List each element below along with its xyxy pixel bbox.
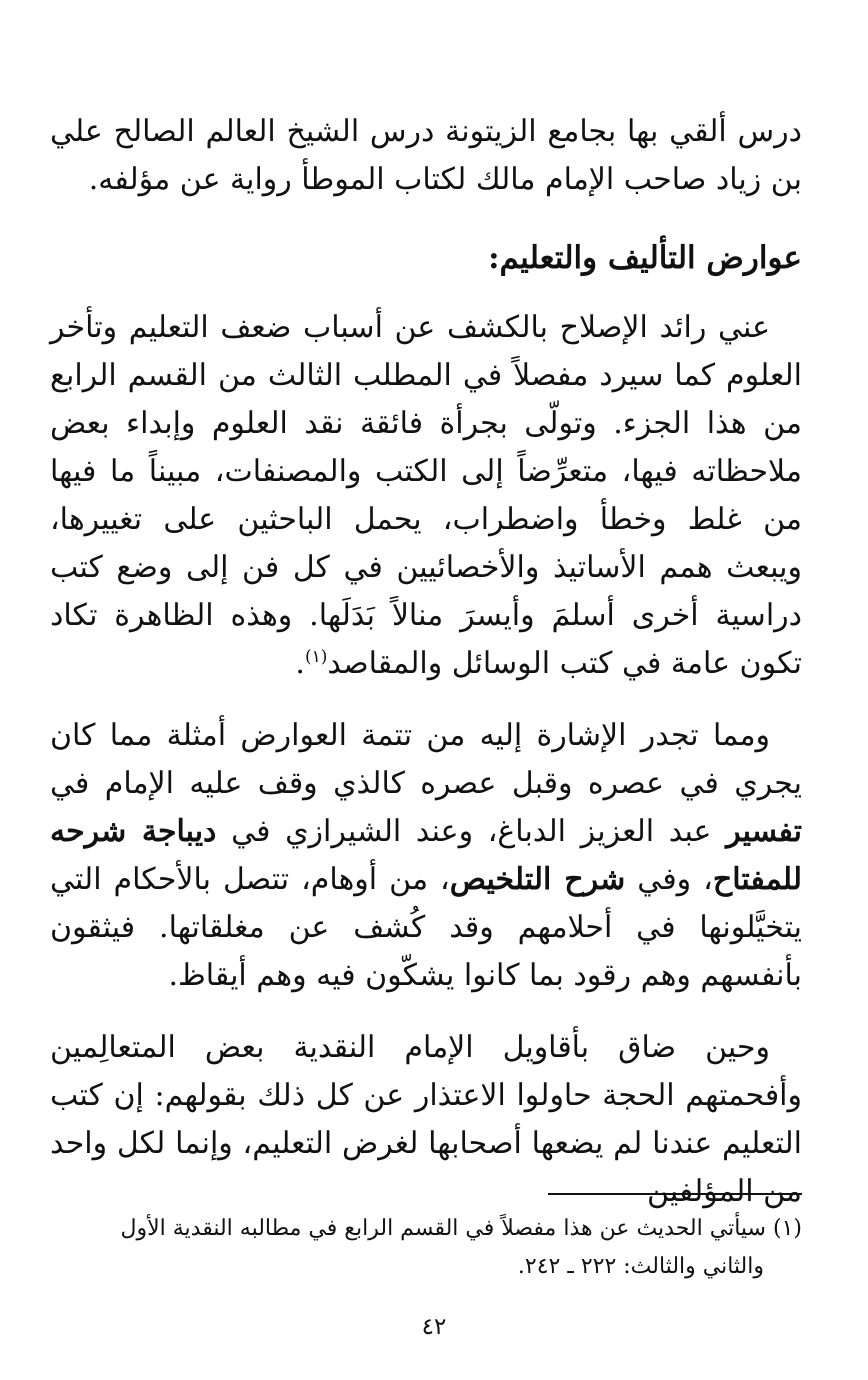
footnote-text-1: سيأتي الحديث عن هذا مفصلاً في القسم الرابع في مطالبه النقدية الأول — [120, 1216, 766, 1241]
paragraph-1 — [50, 304, 802, 688]
footnote-line-1 — [50, 1210, 802, 1248]
paragraph-2-part-3: ، وفي — [625, 862, 713, 897]
paragraph-1-end: . — [295, 646, 305, 681]
footnote-divider — [548, 1193, 802, 1195]
bold-term-dibaja: ديباجة شرحه للمفتاح — [50, 814, 802, 897]
paragraph-2-part-1: ومما تجدر الإشارة إليه من تتمة العوارض أمثلة مما كان يجري في عصره وقبل عصره كالذي وقف عليه الإمام في — [50, 718, 802, 801]
footnote-reference: (١) — [304, 647, 328, 667]
page-body — [50, 108, 802, 1240]
footnote — [50, 1210, 802, 1286]
paragraph-3: وحين ضاق بأقاويل الإمام النقدية بعض المتعالِمين وأفحمتهم الحجة حاولوا الاعتذار عن كل ذلك بقولهم: إن كتب التعليم عندنا لم يضعها أصحابها لغرض التعليم، وإنما لكل واحد من المؤلفين — [50, 1030, 802, 1209]
footnote-line-2: والثاني والثالث: ٢٢٢ ـ ٢٤٢. — [517, 1254, 764, 1279]
footnote-marker: (١) — [772, 1216, 802, 1241]
bold-term-sharh-talkhis: شرح التلخيص — [449, 862, 626, 897]
page-number: ٤٢ — [421, 1314, 447, 1340]
paragraph-2 — [50, 712, 802, 1000]
intro-paragraph: درس ألقي بها بجامع الزيتونة درس الشيخ العالم الصالح علي بن زياد صاحب الإمام مالك لكتاب الموطأ رواية عن مؤلفه. — [50, 114, 802, 197]
paragraph-2-part-2: عبد العزيز الدباغ، وعند الشيرازي في — [216, 814, 727, 849]
section-heading: عوارض التأليف والتعليم: — [488, 240, 802, 276]
bold-term-tafsir: تفسير — [726, 814, 802, 849]
paragraph-2-part-4: ، من أوهام، تتصل بالأحكام التي يتخيَّلونها في أحلامهم وقد كُشف عن مغلقاتها. فيثقون بأنفسهم وهم رقود بما كانوا يشكّون فيه وهم أيقاظ. — [50, 862, 802, 993]
paragraph-1-text: عني رائد الإصلاح بالكشف عن أسباب ضعف التعليم وتأخر العلوم كما سيرد مفصلاً في المطلب الثالث من القسم الرابع من هذا الجزء. وتولّى بجرأة فائقة نقد العلوم وإبداء بعض ملاحظاته فيها، متعرِّضاً إلى الكتب والمصنفات، مبيناً ما فيها من غلط وخطأ واضطراب، يحمل الباحثين على تغييرها، ويبعث همم الأساتيذ والأخصائيين في كل فن إلى وضع كتب دراسية أخرى أسلمَ وأيسرَ منالاً بَدَلَها. وهذه الظاهرة تكاد تكون عامة في كتب الوسائل والمقاصد — [50, 310, 802, 681]
